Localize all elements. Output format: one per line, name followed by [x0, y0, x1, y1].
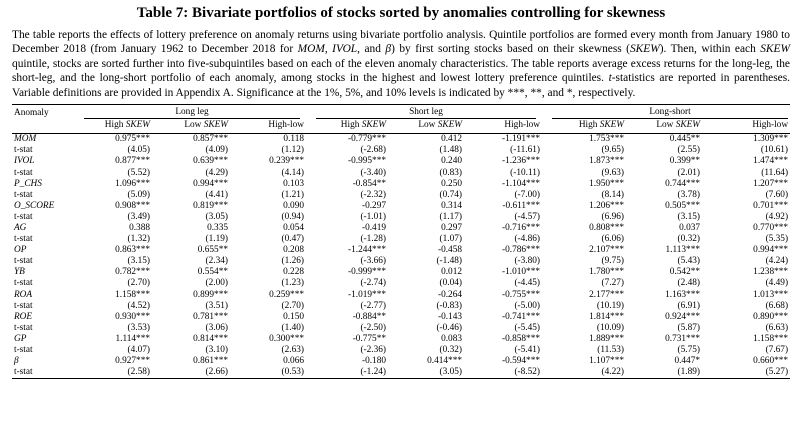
table-cell: (6.06): [601, 234, 625, 245]
table-cell: (3.51): [205, 300, 228, 311]
table-cell: (2.34): [205, 256, 228, 267]
row-label: MOM: [14, 134, 37, 145]
tstat-row: [12, 301, 790, 312]
column-header: High-low: [702, 120, 790, 134]
table-caption: [12, 28, 790, 100]
table-cell: 0.250: [441, 178, 462, 189]
caption-text: ). Then, within each: [659, 43, 761, 56]
table-cell: (3.53): [127, 322, 150, 333]
table-cell: (4.49): [765, 278, 789, 289]
table-cell: -0.264: [437, 289, 462, 300]
group-header-row: [12, 105, 790, 121]
table-cell: -1.244***: [348, 245, 386, 256]
row-label: t-stat: [14, 278, 33, 289]
row-label: t-stat: [14, 345, 33, 355]
table-cell: (3.05): [388, 367, 464, 379]
row-label: β: [14, 356, 19, 367]
table-cell: 0.782***: [115, 267, 150, 278]
table-cell: (1.21): [281, 189, 304, 200]
caption-text: ) by first sorting stocks based on their skewness (: [391, 43, 630, 56]
table-cell: 0.731***: [665, 333, 701, 344]
table-cell: (4.24): [765, 256, 789, 267]
table-cell: -0.180: [361, 356, 386, 367]
table-cell: -1.104***: [502, 178, 541, 189]
table-cell: -0.775**: [352, 333, 386, 344]
row-label: YB: [14, 267, 25, 278]
table-cell: 1.238***: [753, 267, 789, 278]
table-cell: (0.83): [439, 167, 462, 178]
tstat-row: [12, 234, 790, 245]
table-cell: 0.908***: [115, 200, 150, 211]
table-cell: (2.00): [205, 278, 228, 289]
table-cell: 1.950***: [589, 178, 625, 189]
anomaly-row: [12, 312, 790, 323]
table-cell: (-11.61): [510, 145, 541, 156]
table-cell: (-2.74): [360, 278, 386, 289]
table-cell: 0.297: [441, 222, 462, 233]
empty-cell: [12, 120, 74, 134]
table-cell: 1.873***: [589, 156, 625, 167]
table-cell: (6.96): [601, 211, 625, 222]
table-cell: 0.090: [283, 200, 304, 211]
caption-beta: β: [385, 43, 392, 56]
table-cell: 1.207***: [753, 178, 789, 189]
table-cell: 0.505***: [665, 200, 701, 211]
anomaly-row: [12, 201, 790, 212]
column-header: Low SKEW: [388, 120, 464, 134]
table-cell: -1.019***: [348, 289, 386, 300]
table-cell: 0.744***: [665, 178, 701, 189]
table-cell: (8.14): [601, 189, 625, 200]
table-cell: (-4.57): [514, 211, 541, 222]
tstat-row: [12, 278, 790, 289]
tstat-row: [12, 345, 790, 356]
table-cell: 0.335: [207, 222, 228, 233]
table-cell: 1.780***: [589, 267, 625, 278]
table-cell: (5.75): [677, 345, 701, 355]
table-cell: -0.594***: [502, 356, 541, 367]
table-cell: (0.94): [281, 211, 304, 222]
caption-ivol: IVOL: [332, 43, 358, 56]
table-cell: 0.388: [129, 222, 150, 233]
table-cell: 1.096***: [115, 178, 150, 189]
table-body: [12, 134, 790, 379]
table-cell: 2.177***: [589, 289, 625, 300]
table-cell: (-0.83): [436, 300, 462, 311]
anomaly-row: [12, 290, 790, 301]
group-long-leg: [74, 105, 306, 121]
table-cell: (1.48): [439, 145, 462, 156]
anomaly-row: [12, 334, 790, 345]
table-cell: (7.27): [601, 278, 625, 289]
table-cell: (3.49): [127, 211, 150, 222]
table-cell: (10.61): [760, 145, 789, 156]
anomaly-row: [12, 245, 790, 256]
table-cell: 0.701***: [753, 200, 789, 211]
row-label: t-stat: [14, 256, 33, 267]
table-cell: (2.63): [281, 345, 304, 355]
table-cell: (0.47): [281, 234, 304, 245]
table-cell: -0.611***: [502, 200, 541, 211]
table-cell: (0.32): [677, 234, 701, 245]
column-header: High SKEW: [542, 120, 626, 134]
table-cell: 1.474***: [753, 156, 789, 167]
table-cell: 0.259***: [269, 289, 304, 300]
table-cell: (-4.45): [514, 278, 541, 289]
table-cell: -0.755***: [502, 289, 541, 300]
table-cell: (-5.00): [514, 300, 541, 311]
row-label: P_CHS: [14, 178, 42, 189]
table-cell: -0.884**: [352, 311, 386, 322]
table-cell: -0.741***: [502, 311, 541, 322]
table-cell: (1.89): [626, 367, 702, 379]
caption-text: ,: [324, 43, 333, 56]
table-cell: (2.01): [677, 167, 701, 178]
anomaly-row: [12, 134, 790, 146]
tstat-row: [12, 256, 790, 267]
table-cell: (-3.40): [360, 167, 386, 178]
table-cell: (-0.46): [436, 322, 462, 333]
caption-text: quintile, stocks are sorted further into five-subquintiles based on each of the eleven anomaly characteristics. The table reports average excess returns for the long-leg, the short-leg, and the long-short portfolio of each anomaly, among stocks in the highest and lowest lottery preference quintiles.: [12, 57, 790, 85]
row-label: O_SCORE: [14, 200, 55, 211]
table-cell: (-5.45): [514, 322, 541, 333]
tstat-row: [12, 190, 790, 201]
table-cell: (3.05): [205, 211, 228, 222]
table-cell: (0.53): [230, 367, 306, 379]
table-cell: (2.58): [74, 367, 152, 379]
row-label: t-stat: [14, 234, 33, 245]
table-cell: (6.63): [765, 322, 789, 333]
table-cell: (-1.48): [436, 256, 462, 267]
table-cell: 1.107***: [589, 356, 625, 367]
table-cell: 0.857***: [193, 134, 228, 145]
anomaly-header: Anomaly: [12, 105, 74, 121]
table-cell: 1.013***: [753, 289, 789, 300]
table-cell: (4.05): [127, 145, 150, 156]
table-cell: -0.786***: [502, 245, 541, 256]
table-cell: (-8.52): [464, 367, 542, 379]
subheader-row: [12, 120, 790, 134]
results-table: [12, 104, 790, 379]
table-cell: (-1.28): [360, 234, 386, 245]
table-cell: 0.037: [679, 222, 701, 233]
table-cell: (10.19): [596, 300, 625, 311]
table-cell: (3.15): [127, 256, 150, 267]
table-cell: (-2.77): [360, 300, 386, 311]
table-cell: (5.09): [127, 189, 150, 200]
table-cell: 0.240: [441, 156, 462, 167]
table-cell: 0.414***: [427, 356, 462, 367]
column-header: High-low: [230, 120, 306, 134]
table-cell: -1.191***: [502, 134, 541, 145]
table-cell: -0.297: [361, 200, 386, 211]
column-header: High-low: [464, 120, 542, 134]
table-cell: (5.27): [702, 367, 790, 379]
tstat-row: [12, 367, 790, 379]
table-cell: (-1.01): [360, 211, 386, 222]
table-cell: (11.64): [761, 167, 789, 178]
table-cell: (7.67): [765, 345, 789, 355]
table-cell: (1.07): [439, 234, 462, 245]
anomaly-row: [12, 156, 790, 167]
table-cell: (1.23): [281, 278, 304, 289]
table-cell: (0.74): [439, 189, 462, 200]
table-cell: -0.716***: [502, 222, 541, 233]
row-label: t-stat: [14, 167, 33, 178]
table-cell: -1.010***: [502, 267, 541, 278]
table-cell: 0.927***: [115, 356, 150, 367]
table-cell: 0.239***: [269, 156, 304, 167]
table-cell: 0.083: [441, 333, 462, 344]
row-label: t-stat: [14, 300, 33, 311]
table-cell: 0.314: [441, 200, 462, 211]
table-cell: (7.60): [765, 189, 789, 200]
table-cell: 0.814***: [193, 333, 228, 344]
table-cell: -0.419: [361, 222, 386, 233]
row-label: t-stat: [12, 367, 74, 379]
table-cell: 1.114***: [115, 333, 150, 344]
table-cell: 1.309***: [753, 134, 789, 145]
table-cell: (2.70): [127, 278, 150, 289]
row-label: IVOL: [14, 156, 35, 167]
table-cell: (-3.66): [360, 256, 386, 267]
table-cell: 0.994***: [753, 245, 789, 256]
table-cell: 1.814***: [589, 311, 625, 322]
table-cell: 0.770***: [753, 222, 789, 233]
table-cell: -0.779***: [348, 134, 386, 145]
group-label: Long leg: [84, 107, 300, 119]
table-cell: (9.63): [601, 167, 625, 178]
table-cell: (4.07): [127, 345, 150, 355]
table-cell: (4.52): [127, 300, 150, 311]
row-label: t-stat: [14, 322, 33, 333]
table-cell: -0.458: [437, 245, 462, 256]
table-cell: (-4.86): [514, 234, 541, 245]
table-cell: (0.32): [439, 345, 462, 355]
table-cell: 0.975***: [115, 134, 150, 145]
caption-text: The table reports the effects of lottery preference on anomaly returns using bivariate portfolio analysis. Quintile portfolios are formed every month from January 1980 to December 2018 (from January 1962 to December 2018 for: [12, 29, 790, 56]
anomaly-row: [12, 267, 790, 278]
table-cell: (4.09): [205, 145, 228, 156]
table-cell: (3.10): [205, 345, 228, 355]
table-cell: (10.09): [596, 322, 625, 333]
table-cell: (3.06): [205, 322, 228, 333]
table-cell: (1.12): [281, 145, 304, 156]
table-cell: 0.660***: [753, 356, 789, 367]
table-cell: -1.236***: [502, 156, 541, 167]
tstat-row: [12, 168, 790, 179]
table-cell: (9.75): [601, 256, 625, 267]
row-label: ROE: [14, 311, 33, 322]
table-cell: (1.40): [281, 322, 304, 333]
table-cell: (1.26): [281, 256, 304, 267]
table-cell: (-2.68): [360, 145, 386, 156]
table-cell: 0.412: [441, 134, 462, 145]
group-label: Long-short: [552, 107, 788, 119]
table-cell: 0.542**: [669, 267, 701, 278]
table-cell: 0.554**: [197, 267, 228, 278]
group-label: Short leg: [316, 107, 536, 119]
table-cell: 1.753***: [589, 134, 625, 145]
row-label: t-stat: [14, 189, 33, 200]
anomaly-row: [12, 356, 790, 367]
table-cell: 0.066: [283, 356, 304, 367]
column-header: Low SKEW: [152, 120, 230, 134]
caption-t: t: [608, 72, 612, 85]
column-header: High SKEW: [74, 120, 152, 134]
table-cell: (-7.00): [514, 189, 541, 200]
table-cell: (0.04): [439, 278, 462, 289]
table-cell: (1.32): [127, 234, 150, 245]
table-cell: 0.208: [283, 245, 304, 256]
row-label: ROA: [14, 289, 33, 300]
tstat-row: [12, 323, 790, 334]
table-cell: (6.68): [765, 300, 789, 311]
table-cell: (11.53): [597, 345, 625, 355]
table-cell: 1.163***: [665, 289, 701, 300]
group-long-short: [542, 105, 790, 121]
table-cell: -0.995***: [348, 156, 386, 167]
table-cell: 0.445**: [669, 134, 701, 145]
table-cell: (3.15): [677, 211, 701, 222]
table-cell: 0.054: [283, 222, 304, 233]
table-cell: (-2.32): [360, 189, 386, 200]
table-cell: (5.43): [677, 256, 701, 267]
column-header: Low SKEW: [626, 120, 702, 134]
caption-skew: SKEW: [760, 43, 790, 56]
table-cell: (9.65): [601, 145, 625, 156]
table-cell: 0.228: [283, 267, 304, 278]
table-cell: (2.70): [281, 300, 304, 311]
row-label: GP: [14, 333, 27, 344]
table-cell: 2.107***: [589, 245, 625, 256]
table-cell: (2.55): [677, 145, 701, 156]
table-cell: 0.012: [441, 267, 462, 278]
row-label: OP: [14, 245, 27, 256]
table-cell: 0.808***: [589, 222, 625, 233]
table-title: Table 7: Bivariate portfolios of stocks sorted by anomalies controlling for skewness: [136, 5, 666, 21]
caption-skew: SKEW: [629, 43, 660, 56]
table-cell: 0.819***: [193, 200, 228, 211]
caption-mom: MOM: [297, 43, 325, 56]
table-cell: 0.655**: [197, 245, 228, 256]
tstat-row: [12, 145, 790, 156]
caption-text: , and: [357, 43, 386, 56]
table-cell: (4.14): [281, 167, 304, 178]
table-cell: 0.861***: [193, 356, 228, 367]
tstat-row: [12, 212, 790, 223]
table-cell: 1.113***: [665, 245, 701, 256]
table-cell: 1.158***: [115, 289, 150, 300]
table-cell: -0.999***: [348, 267, 386, 278]
table-cell: -0.854**: [352, 178, 386, 189]
table-cell: -0.858***: [502, 333, 541, 344]
table-cell: (4.22): [542, 367, 626, 379]
caption-text: -statistics are reported in parentheses. Variable definitions are provided in Appendix A. Significance at the 1%, 5%, and 10% levels is indicated by ***, **, and *, respectively.: [12, 72, 790, 99]
anomaly-row: [12, 179, 790, 190]
table-cell: 0.300***: [269, 333, 304, 344]
table-cell: 0.924***: [665, 311, 701, 322]
table-cell: 0.118: [283, 134, 304, 145]
table-cell: (6.91): [677, 300, 701, 311]
table-cell: 0.899***: [193, 289, 228, 300]
table-cell: (-2.50): [360, 322, 386, 333]
table-cell: (1.19): [205, 234, 228, 245]
table-cell: 0.890***: [753, 311, 789, 322]
anomaly-row: [12, 223, 790, 234]
table-cell: 0.150: [283, 311, 304, 322]
table-cell: (5.52): [127, 167, 150, 178]
table-cell: 0.863***: [115, 245, 150, 256]
table-cell: 0.447*: [674, 356, 701, 367]
table-cell: 0.103: [283, 178, 304, 189]
table-cell: 1.158***: [753, 333, 789, 344]
table-cell: 1.889***: [589, 333, 625, 344]
row-label: t-stat: [14, 211, 33, 222]
row-label: t-stat: [14, 145, 33, 156]
group-short-leg: [306, 105, 542, 121]
table-cell: (4.41): [205, 189, 228, 200]
table-cell: 0.399**: [669, 156, 701, 167]
table-cell: (-10.11): [510, 167, 541, 178]
column-header: High SKEW: [306, 120, 388, 134]
table-cell: 0.877***: [115, 156, 150, 167]
table-cell: (-1.24): [306, 367, 388, 379]
table-cell: (2.48): [677, 278, 701, 289]
table-cell: 0.930***: [115, 311, 150, 322]
table-cell: (-2.36): [360, 345, 386, 355]
table-cell: (4.29): [205, 167, 228, 178]
table-cell: (2.66): [152, 367, 230, 379]
table-cell: (5.35): [765, 234, 789, 245]
table-cell: (-5.41): [514, 345, 541, 355]
table-cell: (4.92): [765, 211, 789, 222]
table-cell: (5.87): [677, 322, 701, 333]
table-cell: -0.143: [437, 311, 462, 322]
row-label: AG: [14, 222, 27, 233]
table-cell: (3.78): [677, 189, 701, 200]
table-cell: 1.206***: [589, 200, 625, 211]
table-cell: (-3.80): [514, 256, 541, 267]
table-cell: 0.639***: [193, 156, 228, 167]
table-cell: 0.781***: [193, 311, 228, 322]
table-cell: (1.17): [439, 211, 462, 222]
table-cell: 0.994***: [193, 178, 228, 189]
